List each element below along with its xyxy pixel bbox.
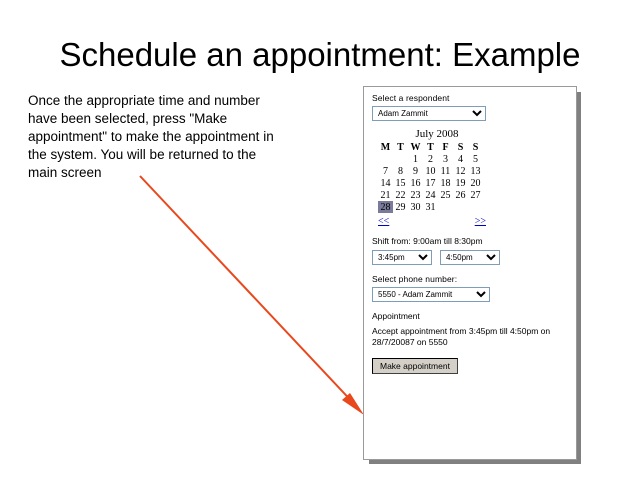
calendar-day[interactable]: 18 [440,177,451,189]
calendar-day[interactable]: 4 [458,153,463,165]
calendar-week-row [378,153,483,165]
calendar-day[interactable]: 2 [428,153,433,165]
calendar-weekday: S [472,141,479,153]
calendar-weekday: F [442,141,449,153]
make-appointment-button[interactable]: Make appointment [372,358,458,374]
calendar-day[interactable]: 11 [440,165,451,177]
calendar-day[interactable]: 7 [383,165,388,177]
calendar-weekday-row [378,141,483,153]
page-title: Schedule an appointment: Example [59,36,581,73]
calendar-day-empty [438,201,453,213]
phone-label: Select phone number: [372,274,458,284]
calendar-day[interactable]: 29 [395,201,406,213]
calendar-weekday: T [397,141,404,153]
calendar-day[interactable]: 30 [410,201,421,213]
respondent-select[interactable] [372,106,486,121]
calendar-day[interactable]: 12 [455,165,466,177]
calendar-month-label: July 2008 [415,128,459,140]
phone-select[interactable] [372,287,490,302]
calendar-day[interactable]: 14 [380,177,391,189]
calendar-day-empty [468,201,483,213]
embedded-screenshot [363,86,577,460]
calendar-weekday: W [410,141,421,153]
respondent-label: Select a respondent [372,93,450,103]
calendar-day[interactable]: 1 [413,153,418,165]
calendar-table [378,141,483,213]
calendar-week-row [378,165,483,177]
calendar-week-row [378,201,483,213]
calendar-day[interactable]: 16 [410,177,421,189]
calendar-prev-link[interactable]: << [378,216,390,227]
calendar-day[interactable]: 13 [470,165,481,177]
calendar-day[interactable]: 21 [380,189,391,201]
calendar-day[interactable]: 22 [395,189,406,201]
calendar-day[interactable]: 24 [425,189,436,201]
calendar-day[interactable]: 26 [455,189,466,201]
calendar-week-row [378,177,483,189]
shift-hours-text: Shift from: 9:00am till 8:30pm [372,236,483,246]
calendar [378,128,496,227]
time-from-select[interactable] [372,250,432,265]
calendar-day[interactable]: 17 [425,177,436,189]
calendar-day-empty [378,153,393,165]
calendar-nav [378,216,486,227]
calendar-day[interactable]: 15 [395,177,406,189]
calendar-day[interactable]: 5 [473,153,478,165]
calendar-day[interactable]: 27 [470,189,481,201]
calendar-day[interactable]: 23 [410,189,421,201]
calendar-day-empty [393,153,408,165]
calendar-day[interactable]: 3 [443,153,448,165]
calendar-weekday: T [427,141,434,153]
calendar-day[interactable]: 20 [470,177,481,189]
time-to-select[interactable] [440,250,500,265]
calendar-day[interactable]: 25 [440,189,451,201]
appointment-heading: Appointment [372,311,420,321]
calendar-day[interactable]: 19 [455,177,466,189]
calendar-week-row [378,189,483,201]
calendar-weekday: M [380,141,391,153]
calendar-day[interactable]: 31 [425,201,436,213]
time-selectors [372,250,568,265]
calendar-day[interactable]: 9 [413,165,418,177]
annotation-text: Once the appropriate time and number have been selected, press "Make appointment" to make the appointment in the system. You will be returned to the main screen [28,93,274,180]
calendar-next-link[interactable]: >> [474,216,486,227]
calendar-day[interactable]: 8 [398,165,403,177]
calendar-day-empty [453,201,468,213]
calendar-day-selected[interactable]: 28 [378,201,393,213]
calendar-day[interactable]: 10 [425,165,436,177]
appointment-summary: Accept appointment from 3:45pm till 4:50pm on 28/7/20087 on 5550 [372,326,551,347]
calendar-weekday: S [457,141,464,153]
